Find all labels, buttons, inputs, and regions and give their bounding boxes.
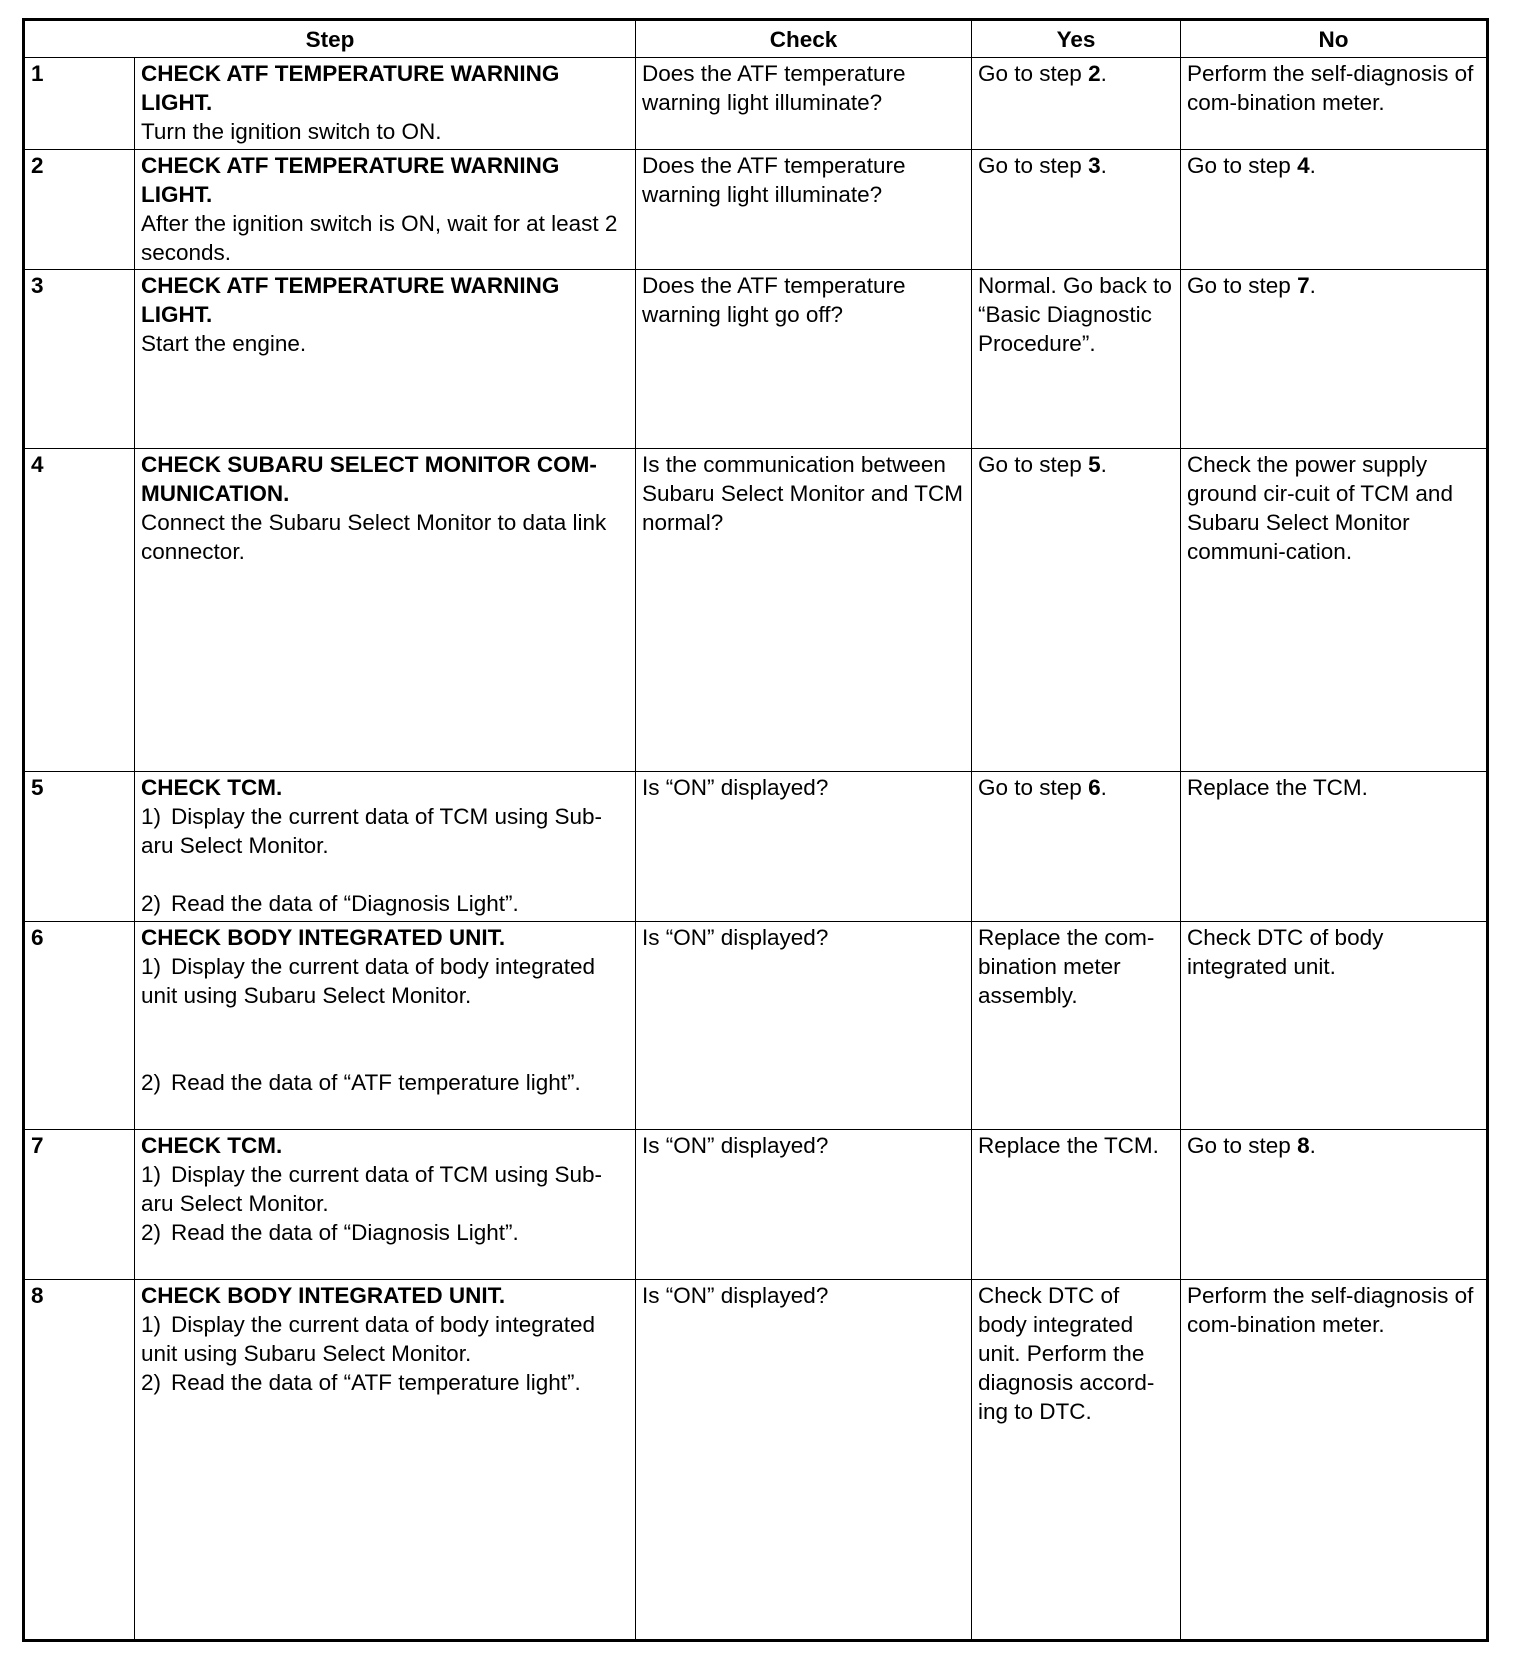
substep: 1) Display the current data of body integrated unit using Subaru Select Monitor.	[141, 954, 596, 1008]
step-instruction: Turn the ignition switch to ON.	[141, 119, 442, 144]
step-number: 3	[24, 270, 135, 449]
no-cell: Check DTC of body integrated unit.	[1181, 922, 1488, 1130]
step-cell	[135, 1130, 636, 1280]
step-title: CHECK ATF TEMPERATURE WARNING LIGHT.	[141, 153, 560, 207]
step-cell	[135, 449, 636, 772]
header-row	[24, 20, 1488, 58]
no-cell: Perform the self-diagnosis of com-bination meter.	[1181, 58, 1488, 150]
yes-cell: Go to step 3.	[972, 150, 1181, 270]
yes-cell: Check DTC of body integrated unit. Perform the diagnosis accord-ing to DTC.	[972, 1280, 1181, 1641]
step-title: CHECK ATF TEMPERATURE WARNING LIGHT.	[141, 61, 560, 115]
step-cell	[135, 150, 636, 270]
header-yes: Yes	[972, 20, 1181, 58]
check-cell: Is “ON” displayed?	[636, 1280, 972, 1641]
step-title: CHECK BODY INTEGRATED UNIT.	[141, 925, 506, 950]
no-cell: Go to step 4.	[1181, 150, 1488, 270]
step-title: CHECK BODY INTEGRATED UNIT.	[141, 1283, 506, 1308]
no-cell: Replace the TCM.	[1181, 772, 1488, 922]
check-cell: Is “ON” displayed?	[636, 772, 972, 922]
check-cell: Is “ON” displayed?	[636, 922, 972, 1130]
step-number: 7	[24, 1130, 135, 1280]
step-cell	[135, 922, 636, 1130]
no-cell: Check the power supply ground cir-cuit of TCM and Subaru Select Monitor communi-cation.	[1181, 449, 1488, 772]
check-cell: Is the communication between Subaru Select Monitor and TCM normal?	[636, 449, 972, 772]
table-row	[24, 1130, 1488, 1280]
substep: 2) Read the data of “ATF temperature light”.	[141, 1370, 581, 1395]
table-row	[24, 1280, 1488, 1641]
yes-cell: Go to step 2.	[972, 58, 1181, 150]
step-number: 8	[24, 1280, 135, 1641]
header-step: Step	[24, 20, 636, 58]
step-instruction: After the ignition switch is ON, wait for at least 2 seconds.	[141, 211, 618, 265]
step-instruction: Start the engine.	[141, 331, 307, 356]
check-cell: Does the ATF temperature warning light illuminate?	[636, 58, 972, 150]
step-title: CHECK ATF TEMPERATURE WARNING LIGHT.	[141, 273, 560, 327]
step-number: 1	[24, 58, 135, 150]
table-row	[24, 449, 1488, 772]
substep: 1) Display the current data of TCM using Sub-aru Select Monitor.	[141, 804, 603, 858]
step-title: CHECK SUBARU SELECT MONITOR COM-MUNICATION.	[141, 452, 597, 506]
check-cell: Does the ATF temperature warning light illuminate?	[636, 150, 972, 270]
yes-cell: Go to step 5.	[972, 449, 1181, 772]
step-number: 6	[24, 922, 135, 1130]
check-cell: Does the ATF temperature warning light go off?	[636, 270, 972, 449]
table-row	[24, 270, 1488, 449]
yes-cell: Go to step 6.	[972, 772, 1181, 922]
header-no: No	[1181, 20, 1488, 58]
table-row	[24, 772, 1488, 922]
substep: 2) Read the data of “ATF temperature light”.	[141, 1070, 581, 1095]
step-cell	[135, 1280, 636, 1641]
diagnostic-procedure-table	[22, 18, 1489, 1642]
yes-cell: Normal. Go back to “Basic Diagnostic Procedure”.	[972, 270, 1181, 449]
substep: 2) Read the data of “Diagnosis Light”.	[141, 1220, 519, 1245]
table-row	[24, 150, 1488, 270]
substep: 1) Display the current data of TCM using Sub-aru Select Monitor.	[141, 1162, 603, 1216]
no-cell: Go to step 7.	[1181, 270, 1488, 449]
step-cell	[135, 772, 636, 922]
step-title: CHECK TCM.	[141, 775, 283, 800]
header-check: Check	[636, 20, 972, 58]
step-instruction: Connect the Subaru Select Monitor to data link connector.	[141, 510, 607, 564]
yes-cell: Replace the com-bination meter assembly.	[972, 922, 1181, 1130]
step-title: CHECK TCM.	[141, 1133, 283, 1158]
table-row	[24, 58, 1488, 150]
step-number: 2	[24, 150, 135, 270]
step-cell	[135, 58, 636, 150]
no-cell: Go to step 8.	[1181, 1130, 1488, 1280]
substep: 1) Display the current data of body integrated unit using Subaru Select Monitor.	[141, 1312, 596, 1366]
table-row	[24, 922, 1488, 1130]
step-number: 5	[24, 772, 135, 922]
step-number: 4	[24, 449, 135, 772]
step-cell	[135, 270, 636, 449]
substep: 2) Read the data of “Diagnosis Light”.	[141, 891, 519, 916]
yes-cell: Replace the TCM.	[972, 1130, 1181, 1280]
no-cell: Perform the self-diagnosis of com-bination meter.	[1181, 1280, 1488, 1641]
check-cell: Is “ON” displayed?	[636, 1130, 972, 1280]
